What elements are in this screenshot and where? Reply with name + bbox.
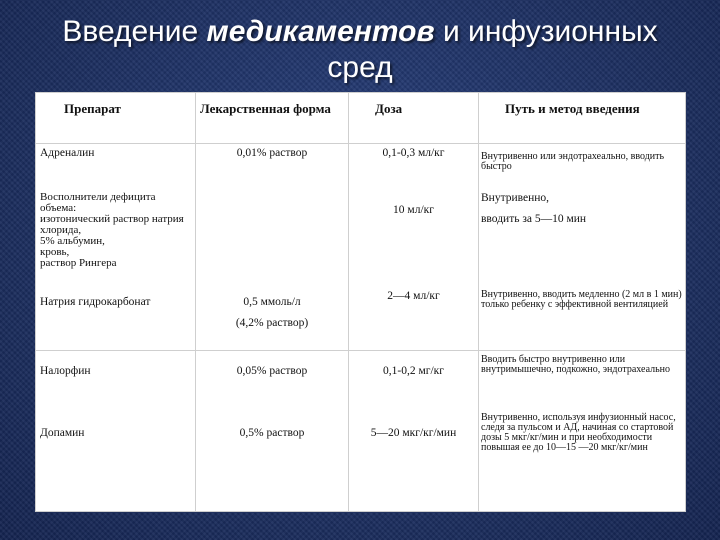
drug-nalorphine: Налорфин xyxy=(40,365,91,377)
title-part1: Введение xyxy=(62,15,199,48)
volume-item: 5% альбумин, xyxy=(40,235,105,247)
drug-dopamine: Допамин xyxy=(40,427,85,439)
header-dose: Доза xyxy=(349,93,479,144)
header-drug: Препарат xyxy=(36,93,196,144)
group2-drug-cell xyxy=(36,351,196,512)
medication-table xyxy=(35,92,686,512)
title-emphasis: медикаментов xyxy=(206,15,435,48)
group2-route-cell xyxy=(479,351,686,512)
header-route: Путь и метод введения xyxy=(479,93,686,144)
form-bicarbonate-concentration: 0,5 ммоль/л xyxy=(243,296,301,308)
group1-route-cell xyxy=(479,144,686,351)
route-volume-line2: вводить за 5—10 мин xyxy=(481,213,587,225)
drug-adrenaline: Адреналин xyxy=(40,147,95,159)
slide-title xyxy=(0,14,720,86)
dose-volume: 10 мл/кг xyxy=(393,204,434,216)
form-dopamine: 0,5% раствор xyxy=(239,427,305,439)
volume-item: изотонический раствор натрия хлорида, xyxy=(40,213,184,236)
group2-form-cell xyxy=(196,351,349,512)
dose-dopamine: 5—20 мкг/кг/мин xyxy=(370,427,457,439)
dose-adrenaline: 0,1-0,3 мл/кг xyxy=(382,147,445,159)
route-volume-line1: Внутривенно, xyxy=(481,192,550,204)
table-row xyxy=(36,351,686,512)
table-header-row xyxy=(36,93,686,144)
group1-form-cell xyxy=(196,144,349,351)
group1-dose-cell xyxy=(349,144,479,351)
dose-nalorphine: 0,1-0,2 мг/кг xyxy=(383,365,444,377)
route-adrenaline: Внутривенно или эндотрахеально, вводить быстро xyxy=(481,151,665,172)
title-line2: сред xyxy=(327,51,393,84)
header-form: Лекарственная форма xyxy=(196,93,349,144)
table-row xyxy=(36,144,686,351)
group2-dose-cell xyxy=(349,351,479,512)
route-bicarbonate: Внутривенно, вводить медленно (2 мл в 1 мин) только ребенку с эффективной вентиляцией xyxy=(481,289,682,310)
dose-bicarbonate: 2—4 мл/кг xyxy=(387,290,440,302)
drug-sodium-bicarbonate: Натрия гидрокарбонат xyxy=(40,296,151,308)
volume-item: раствор Рингера xyxy=(40,257,117,269)
form-bicarbonate-solution: (4,2% раствор) xyxy=(235,317,309,329)
volume-heading: Восполнители дефицита объема: xyxy=(40,191,156,214)
form-nalorphine: 0,05% раствор xyxy=(236,365,308,377)
volume-item: кровь, xyxy=(40,246,70,258)
drug-volume-replacers xyxy=(40,192,193,269)
title-part2: и инфузионных xyxy=(442,15,658,48)
route-dopamine: Внутривенно, используя инфузионный насос, следя за пульсом и АД, начиная со стартовой дозы 5 мкг/кг/мин и при необходимости повышая ее до 10—15 —20 мкг/кг/мин xyxy=(481,412,676,453)
form-adrenaline: 0,01% раствор xyxy=(236,147,308,159)
route-nalorphine: Вводить быстро внутривенно или внутримышечно, подкожно, эндотрахеально xyxy=(481,354,671,375)
group1-drug-cell xyxy=(36,144,196,351)
